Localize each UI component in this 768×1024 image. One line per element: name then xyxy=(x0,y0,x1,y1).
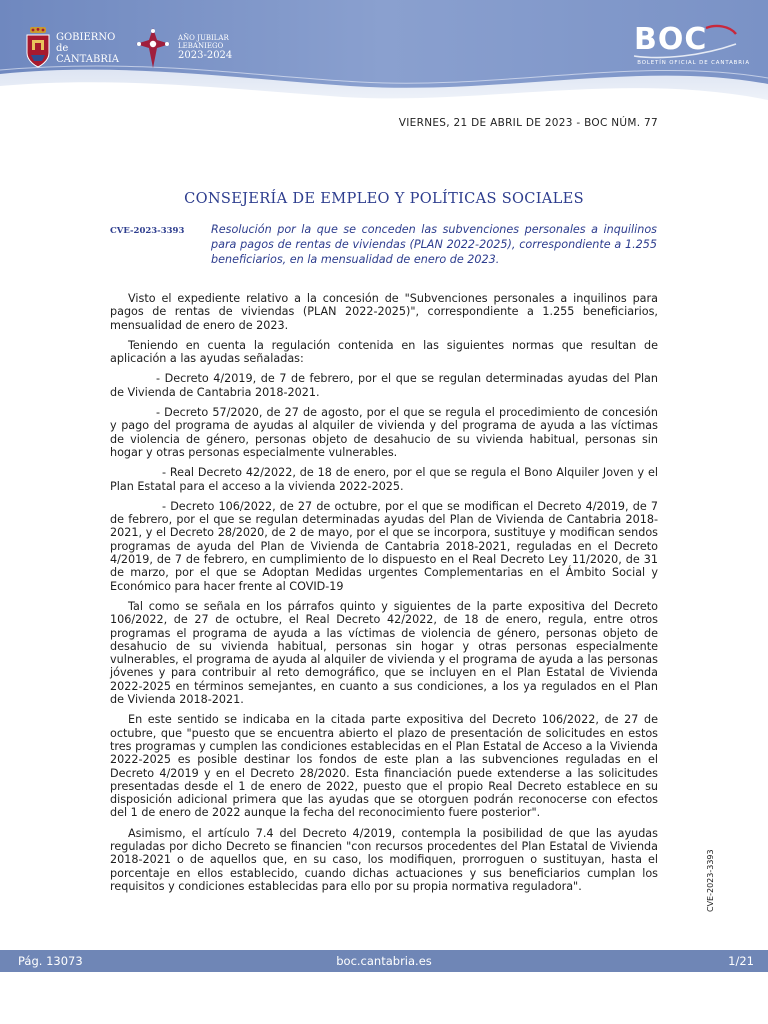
gobierno-line-1: GOBIERNO xyxy=(56,31,116,43)
body-paragraph: Tal como se señala en los párrafos quinto y siguientes de la parte expositiva del Decreto 106/2022, de 27 de octubre, el Real Decreto 42/2022, de 18 de enero, regula, entre otros programas el programa de ayuda a las víctimas de violencia de género, personas objeto de desahucio de su vivienda habitual, personas sin hogar y otras personas especialmente vulnerables, el programa de ayuda al alquiler de vivienda y el programa de ayuda a las personas jóvenes y para contribuir al reto demográfico, que se incluyen en el Plan Estatal de Vivienda 2022-2025 en términos semejantes, en cuanto a sus condiciones, a los ya regulados en el Plan de Vivienda 2018-2021. xyxy=(110,599,658,707)
page-count: 1/21 xyxy=(728,954,754,968)
body-list-item: - Real Decreto 42/2022, de 18 de enero, por el que se regula el Bono Alquiler Joven y el Plan Estatal para el acceso a la vivienda 2022-2025. xyxy=(110,466,658,493)
gobierno-line-3: CANTABRIA xyxy=(56,53,120,65)
body-list-item: - Decreto 4/2019, de 7 de febrero, por el que se regulan determinadas ayudas del Plan de Vivienda de Cantabria 2018-2021. xyxy=(110,372,658,399)
body-list-item: - Decreto 106/2022, de 27 de octubre, por el que se modifican el Decreto 4/2019, de 7 de febrero, por el que se regulan determinadas ayudas del Plan de Vivienda de Cantabria 2018-2021, y el Decreto 28/2020, de 2 de mayo, por el que se incorpora, sustituye y modifican sendos programas de ayuda del Plan de Vivienda de Cantabria 2018-2021, reguladas en el Decreto 4/2019, de 7 de febrero, en cumplimiento de lo dispuesto en el Real Decreto Ley 11/2020, de 31 de marzo, por el que se Adoptan Medidas urgentes Complementarias en el Ámbito Social y Económico para hacer frente al COVID-19 xyxy=(110,499,658,593)
department-title: CONSEJERÍA DE EMPLEO Y POLÍTICAS SOCIALES xyxy=(184,190,584,207)
gobierno-text xyxy=(56,32,119,65)
boc-subtitle: BOLETÍN OFICIAL DE CANTABRIA xyxy=(637,60,750,66)
gobierno-line-2: de xyxy=(56,42,69,54)
coat-of-arms-icon xyxy=(24,27,52,69)
resolution-summary: Resolución por la que se conceden las subvenciones personales a inquilinos para pagos de rentas de viviendas (PLAN 2022-2025), correspondiente a 1.255 beneficiarios, en la mensualidad de enero de 2023. xyxy=(211,223,657,266)
jubilar-text xyxy=(178,34,232,62)
jubilar-line-1: AÑO JUBILAR xyxy=(178,34,229,42)
lebaniego-cross-icon xyxy=(134,26,172,70)
side-cve-code: CVE-2023-3393 xyxy=(706,849,715,912)
jubilar-years: 2023-2024 xyxy=(178,50,233,61)
body-paragraph: Teniendo en cuenta la regulación contenida en las siguientes normas que resultan de aplicación a las ayudas señaladas: xyxy=(110,338,658,366)
page-number-label: Pág. 13073 xyxy=(18,954,83,968)
ano-jubilar-logo xyxy=(134,26,232,70)
site-link[interactable]: boc.cantabria.es xyxy=(336,954,432,968)
bulletin-date-line: VIERNES, 21 DE ABRIL DE 2023 - BOC NÚM. 77 xyxy=(398,117,658,129)
body-paragraph: En este sentido se indicaba en la citada parte expositiva del Decreto 106/2022, de 27 de octubre, que "puesto que se encuentra abierto el plazo de presentación de solicitudes en estos tres programas y cumplen las condiciones establecidas en el Plan Estatal de Acceso a la Vivienda 2022-2025 es posible destinar los fondos de este plan a las subvenciones reguladas en el Decreto 4/2019 y en el Decreto 28/2020. Esta financiación puede extenderse a las solicitudes presentadas desde el 1 de enero de 2022, puesto que el propio Real Decreto establece en su disposición adicional primera que las ayudas que se otorguen podrán reconocerse con efectos del 1 de enero de 2022 aunque la fecha del reconocimiento fuere posterior". xyxy=(110,713,658,820)
page-header xyxy=(0,0,768,108)
cve-code: CVE-2023-3393 xyxy=(110,226,185,236)
page-footer xyxy=(0,950,768,972)
body-paragraph: Asimismo, el artículo 7.4 del Decreto 4/2019, contempla la posibilidad de que las ayudas reguladas por dicho Decreto se financien "con recursos procedentes del Plan Estatal de Vivienda 2018-2021 o de aquellos que, en su caso, los modifiquen, prorroguen o sustituyan, hasta el porcentaje en ellos establecido, cuando dichas actuaciones y sus beneficiarios cumplan los requisitos y condiciones establecidas para ello por su propia normativa reguladora". xyxy=(110,826,658,893)
document-body xyxy=(110,292,658,900)
boc-wordmark: BOC xyxy=(634,22,708,57)
jubilar-line-2: LEBANIEGO xyxy=(178,42,224,50)
body-list-item: - Decreto 57/2020, de 27 de agosto, por el que se regula el procedimiento de concesión y pago del programa de ayudas al alquiler de vivienda y del programa de ayuda a las víctimas de violencia de género, personas objeto de desahucio de su vivienda habitual, personas sin hogar y otras personas especialmente vulnerables. xyxy=(110,406,658,459)
gobierno-cantabria-logo xyxy=(24,27,119,69)
body-paragraph: Visto el expediente relativo a la concesión de "Subvenciones personales a inquilinos para pagos de rentas de viviendas (PLAN 2022-2025)", correspondiente a 1.255 beneficiarios, mensualidad de enero de 2023. xyxy=(110,292,658,332)
